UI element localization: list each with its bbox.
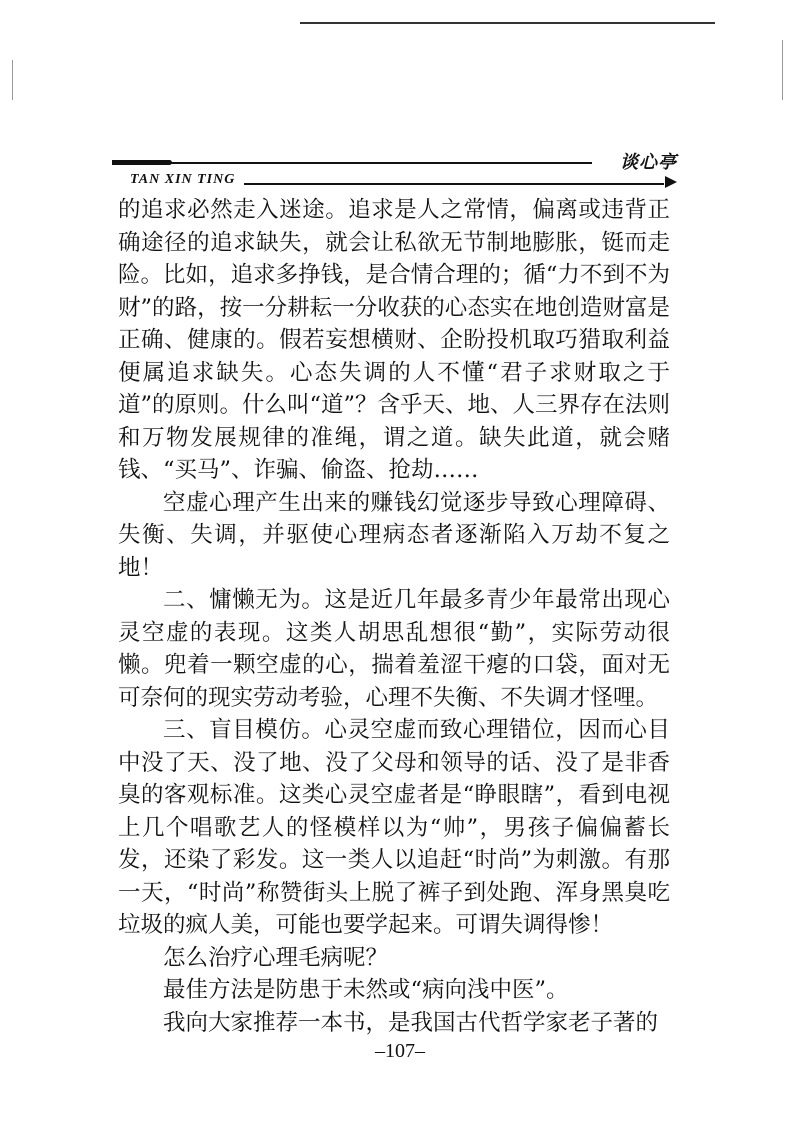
header-title-en: TAN XIN TING xyxy=(130,172,236,187)
scan-edge-mark xyxy=(12,60,13,100)
top-rule xyxy=(300,22,715,24)
paragraph-1: 的追求必然走入迷途。追求是人之常情，偏离或违背正确途径的追求缺失，就会让私欲无节制地膨胀，铤而走险。比如，追求多挣钱，是合情合理的；循“力不到不为财”的路，按一分耕耘一分收获的心态实在地创造财富是正确、健康的。假若妄想横财、企盼投机取巧猎取利益便属追求缺失。心态失调的人不懂“君子求财取之于道”的原则。什么叫“道”？含乎天、地、人三界存在法则和万物发展规律的准绳，谓之道。缺失此道，就会赌钱、“买马”、诈骗、偷盗、抢劫…… xyxy=(118,197,671,483)
paragraph-7: 我向大家推荐一本书，是我国古代哲学家老子著的 xyxy=(163,1009,659,1036)
scan-edge-mark xyxy=(782,40,783,100)
page-number: –107– xyxy=(375,1040,425,1062)
body-text xyxy=(118,194,670,1039)
paragraph-2: 空虚心理产生出来的赚钱幻觉逐步导致心理障碍、失衡、失调，并驱使心理病态者逐渐陷入万劫不复之地！ xyxy=(118,489,670,581)
header-rule xyxy=(112,162,592,164)
header-rule-lower xyxy=(244,183,664,185)
paragraph-6: 最佳方法是防患于未然或“病向浅中医”。 xyxy=(163,977,569,1003)
paragraph-4: 三、盲目模仿。心灵空虚而致心理错位，因而心目中没了天、没了地、没了父母和领导的话、没了是非香臭的客观标准。这类心灵空虚者是“睁眼瞎”，看到电视上几个唱歌艺人的怪模样以为“帅”，男孩子偏偏蓄长发，还染了彩发。这一类人以追赶“时尚”为刺激。有那一天，“时尚”称赞街头上脱了裤子到处跑、浑身黑臭吃垃圾的疯人美，可能也要学起来。可谓失调得惨！ xyxy=(118,717,670,938)
header-arrow-icon xyxy=(665,176,677,188)
paragraph-5: 怎么治疗心理毛病呢？ xyxy=(163,944,389,971)
header-title-cn: 谈心亭 xyxy=(620,152,677,173)
paragraph-3: 二、慵懒无为。这是近几年最多青少年最常出现心灵空虚的表现。这类人胡思乱想很“勤”，实际劳动很懒。兜着一颗空虚的心，揣着羞涩干瘪的口袋，面对无可奈何的现实劳动考验，心理不失衡、不失调才怪哩。 xyxy=(118,587,670,711)
running-header xyxy=(112,148,677,196)
